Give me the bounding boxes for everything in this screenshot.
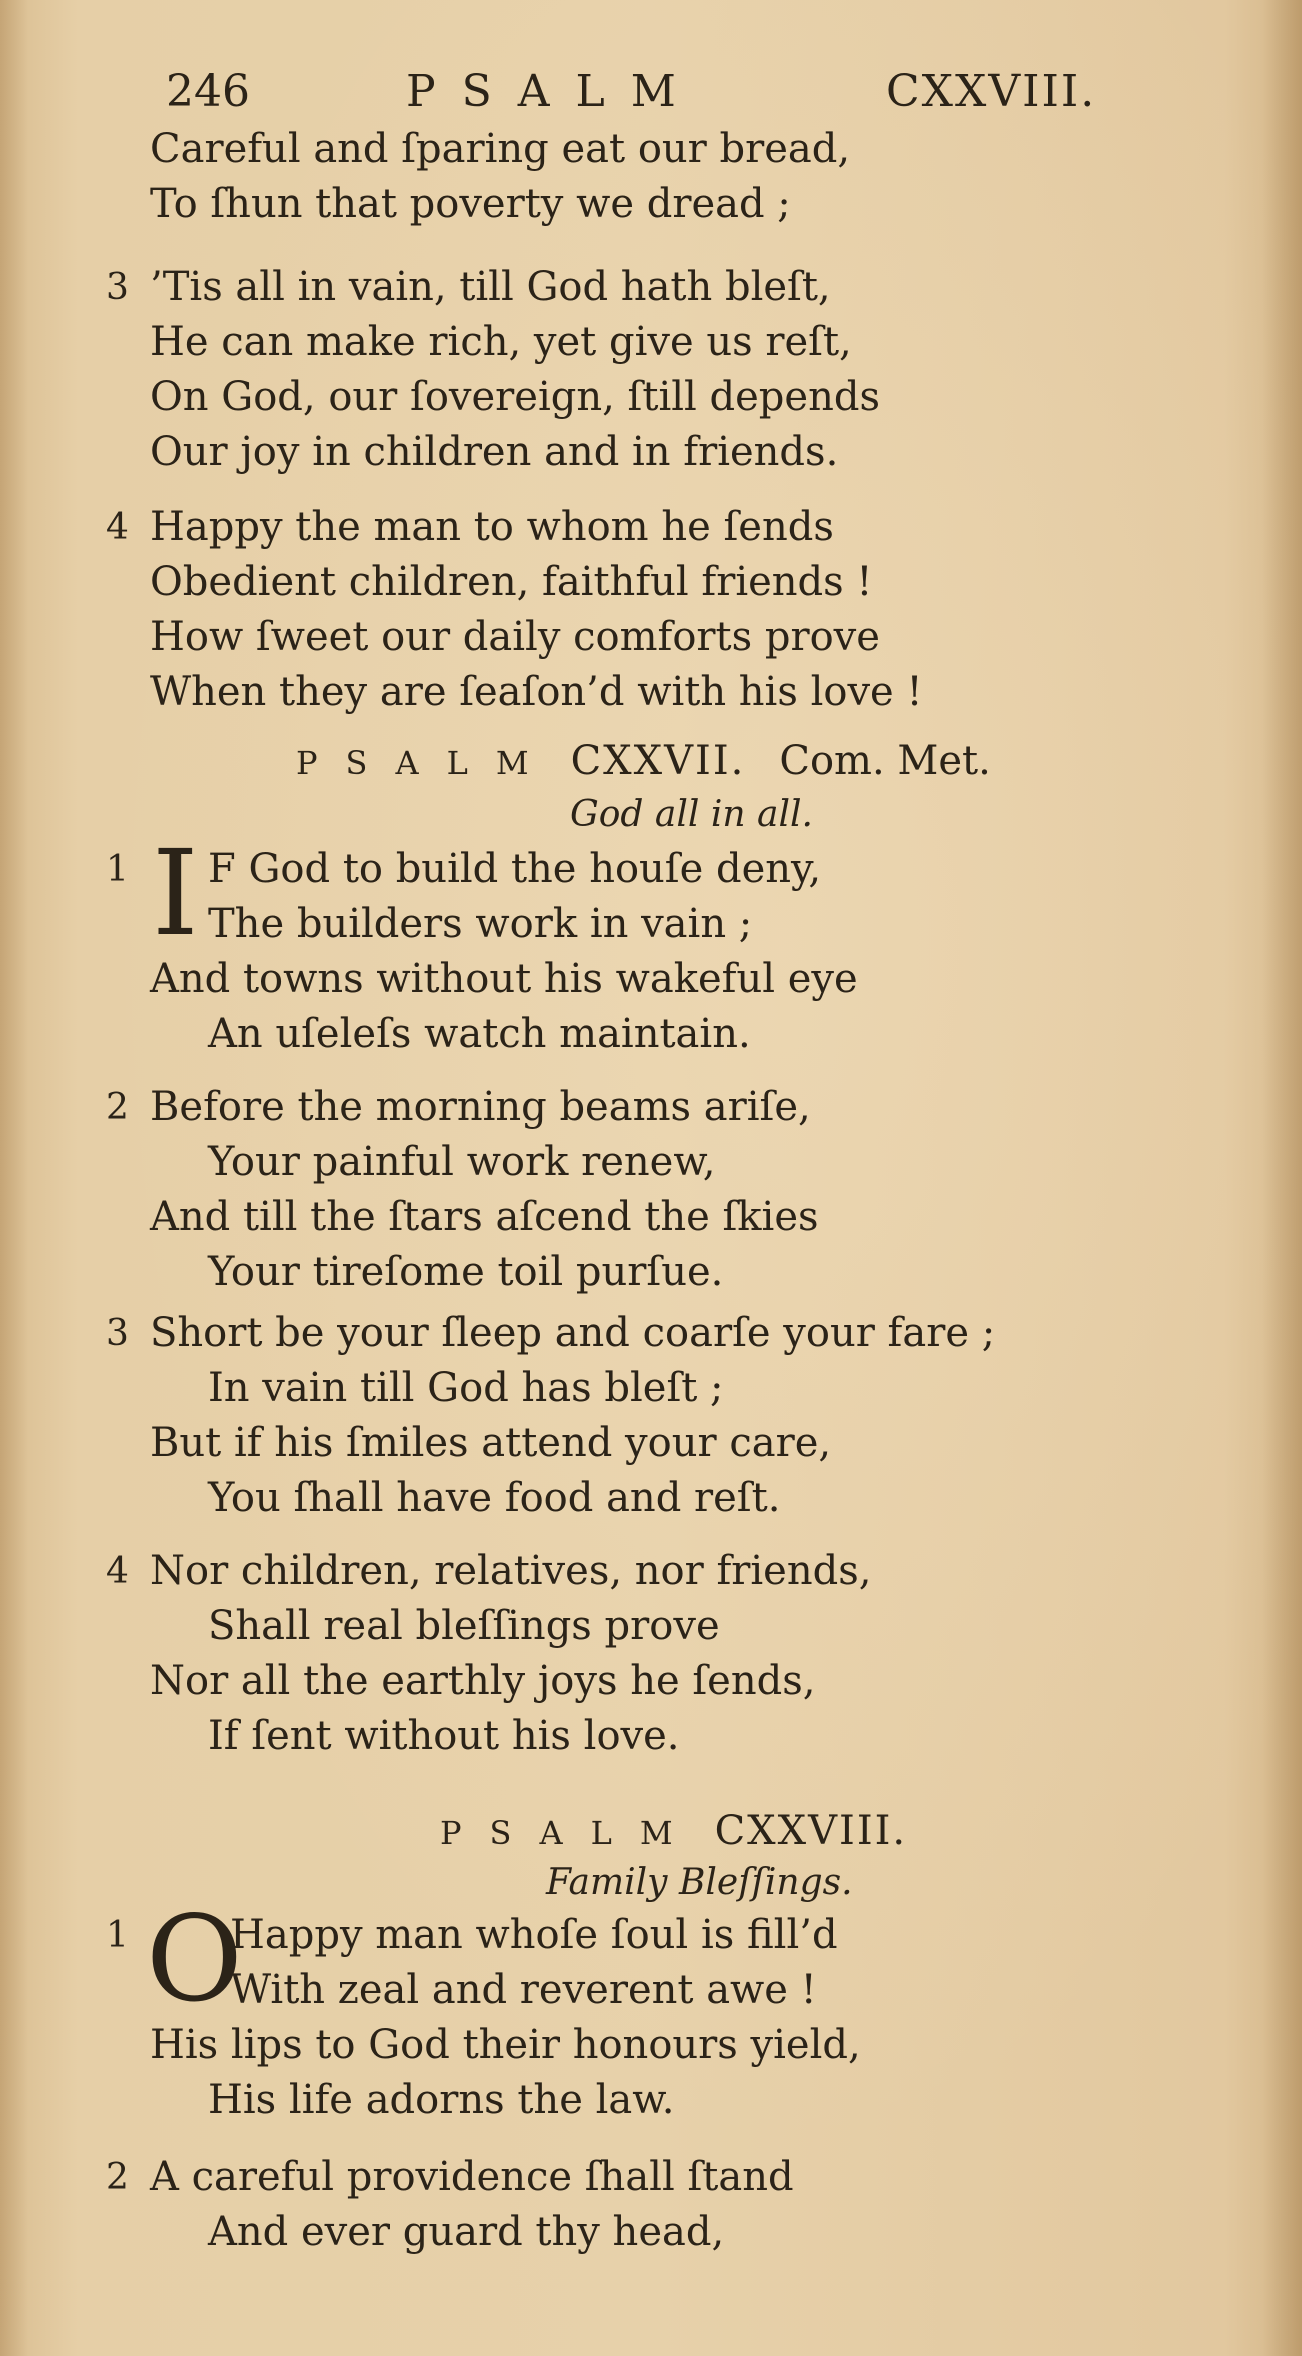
verse-line: Shall real bleſſings prove — [208, 1603, 720, 1649]
verse-line: You ſhall have food and reſt. — [208, 1475, 781, 1521]
psalm-numeral: CXXVIII. — [714, 1808, 908, 1854]
drop-cap-i: I — [152, 824, 199, 962]
stanza-4 — [106, 500, 1150, 720]
continued-stanza — [150, 122, 1150, 232]
verse-number: 4 — [106, 507, 129, 548]
verse-line: The builders work in vain ; — [208, 901, 753, 947]
verse-line: If ſent without his love. — [208, 1713, 680, 1759]
verse-line: How ſweet our daily comforts prove — [150, 614, 880, 660]
verse-line: Nor all the earthly joys he ſends, — [150, 1658, 816, 1704]
verse-line: 3 ’Tis all in vain, till God hath bleſt, — [150, 260, 1150, 315]
drop-cap-o: O — [146, 1890, 243, 2028]
page-edge-shadow-right — [1262, 0, 1302, 2356]
running-numeral: CXXVIII. — [886, 66, 1097, 117]
verse-line: Your painful work renew, — [208, 1139, 716, 1185]
verse-line: 1 F God to build the houſe deny, — [150, 842, 1150, 897]
verse-line: 4 Nor children, relatives, nor friends, — [150, 1544, 1150, 1599]
verse-line: On God, our ſovereign, ſtill depends — [150, 374, 880, 420]
psalm-128-subtitle: Family Bleſſings. — [546, 1862, 853, 1903]
verse-line: Careful and ſparing eat our bread, — [150, 126, 851, 172]
verse-line: Obedient children, faithful friends ! — [150, 559, 873, 605]
psalm-numeral: CXXVII. — [570, 738, 746, 784]
verse-line: And ever guard thy head, — [208, 2209, 725, 2255]
verse-line: 4 Happy the man to whom he ſends — [150, 500, 1150, 555]
verse-line: Our joy in children and in friends. — [150, 429, 839, 475]
psalm-128-stanza-1 — [106, 1908, 1150, 2128]
verse-line: Your tireſome toil purſue. — [208, 1249, 724, 1295]
page-number: 246 — [166, 66, 250, 117]
running-title: PSALM — [406, 66, 702, 117]
psalm-word: PSALM — [296, 744, 557, 782]
verse-line: With zeal and reverent awe ! — [230, 1967, 817, 2013]
psalm-127-stanza-1 — [106, 842, 1150, 1062]
psalm-127-stanza-3 — [106, 1306, 1150, 1526]
psalm-127-stanza-2 — [106, 1080, 1150, 1300]
verse-line: His life adorns the law. — [208, 2077, 675, 2123]
verse-number: 3 — [106, 267, 129, 308]
verse-line: 2 Before the morning beams ariſe, — [150, 1080, 1150, 1135]
verse-line: And till the ſtars aſcend the ſkies — [150, 1194, 819, 1240]
verse-line: His lips to God their honours yield, — [150, 2022, 861, 2068]
verse-number: 1 — [106, 849, 129, 890]
verse-number: 3 — [106, 1313, 129, 1354]
psalm-meter: Com. Met. — [779, 738, 991, 784]
psalm-128-heading — [440, 1804, 1302, 1861]
psalm-word: PSALM — [440, 1814, 701, 1852]
verse-line: When they are ſeaſon’d with his love ! — [150, 669, 923, 715]
running-header — [166, 62, 1166, 122]
psalm-127-heading — [296, 734, 1296, 791]
stanza-3 — [106, 260, 1150, 480]
verse-line: To ſhun that poverty we dread ; — [150, 181, 791, 227]
verse-number: 2 — [106, 2157, 129, 2198]
verse-line: In vain till God has bleſt ; — [208, 1365, 724, 1411]
verse-line: 1 Happy man whoſe ſoul is fill’d — [150, 1908, 1150, 1963]
psalm-127-stanza-4 — [106, 1544, 1150, 1764]
verse-line: 3 Short be your ſleep and coarſe your fare ; — [150, 1306, 1150, 1361]
verse-line: And towns without his wakeful eye — [150, 956, 858, 1002]
verse-line: He can make rich, yet give us reſt, — [150, 319, 852, 365]
psalm-127-subtitle: God all in all. — [570, 794, 813, 835]
verse-line: But if his ſmiles attend your care, — [150, 1420, 832, 1466]
verse-number: 1 — [106, 1915, 129, 1956]
verse-line: An uſeleſs watch maintain. — [208, 1011, 751, 1057]
verse-line: 2 A careful providence ſhall ſtand — [150, 2150, 1150, 2205]
verse-number: 2 — [106, 1087, 129, 1128]
psalm-128-stanza-2 — [106, 2150, 1150, 2260]
verse-number: 4 — [106, 1551, 129, 1592]
page-edge-shadow-left — [0, 0, 28, 2356]
